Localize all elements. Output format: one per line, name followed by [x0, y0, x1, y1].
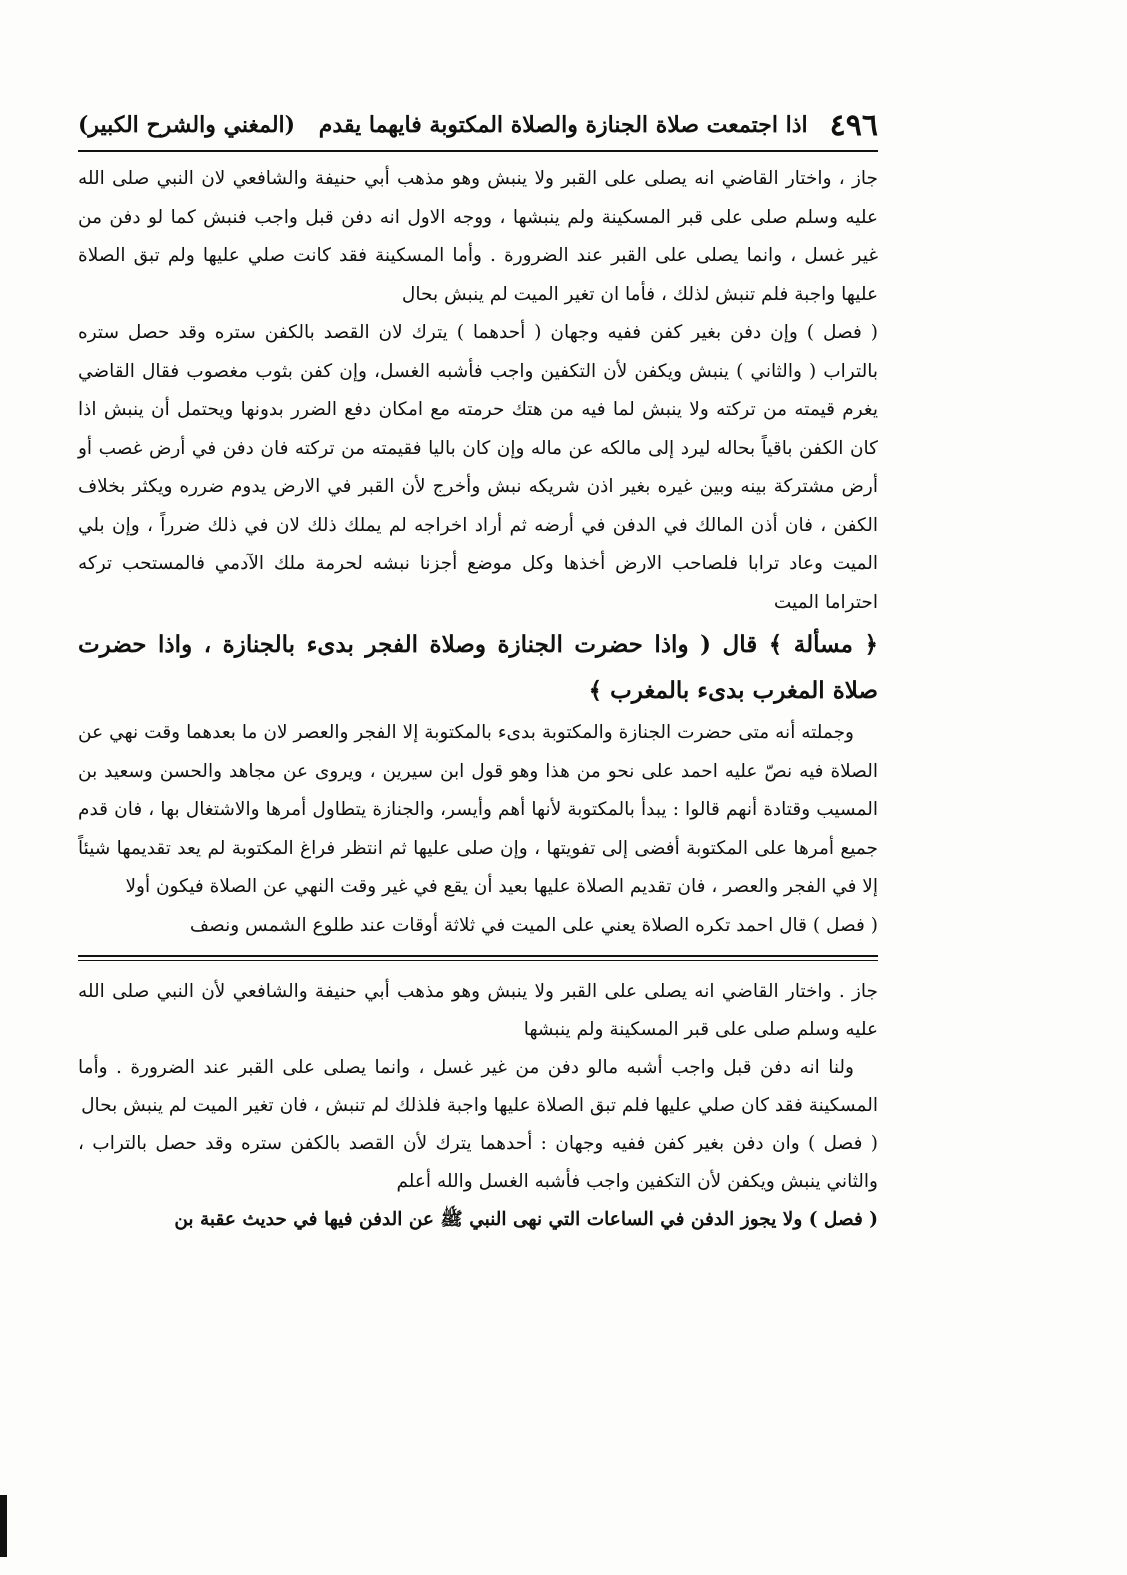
- divider-line-thin: [78, 960, 878, 961]
- lower-text-section: [78, 973, 878, 1239]
- upper-paragraph-1: جاز ، واختار القاضي انه يصلى على القبر ولا ينبش وهو مذهب أبي حنيفة والشافعي لان النبي صلى الله عليه وسلم صلى على قبر المسكينة ولم ينبشها ، ووجه الاول انه دفن قبل واجب فنبش كما لو دفن من غير غسل ، وانما يصلى على القبر عند الضرورة . وأما المسكينة فقد كانت صلي عليها ولم تبق الصلاة عليها واجبة فلم تنبش لذلك ، فأما ان تغير الميت لم ينبش بحال: [78, 168, 878, 305]
- lower-paragraph-1: جاز . واختار القاضي انه يصلى على القبر ولا ينبش وهو مذهب أبي حنيفة والشافعي لأن النبي صلى الله عليه وسلم صلى على قبر المسكينة ولم ينبشها: [78, 981, 878, 1040]
- upper-text-section: [78, 160, 878, 945]
- upper-paragraph-2: ( فصل ) وإن دفن بغير كفن ففيه وجهان ( أحدهما ) يترك لان القصد بالكفن ستره وقد حصل ستره بالتراب ( والثاني ) ينبش ويكفن لأن التكفين واجب فأشبه الغسل، وإن كفن بثوب مغصوب فقال القاضي يغرم قيمته من تركته ولا ينبش لما فيه من هتك حرمته مع امكان دفع الضرر بدونها ويحتمل أن ينبش اذا كان الكفن باقياً بحاله ليرد إلى مالكه عن ماله وإن كان باليا فقيمته من تركته فان دفن في أرض غصب أو أرض مشتركة بينه وبين غيره بغير اذن شريكه نبش وأخرج لأن القبر في الارض يدوم ضرره ويكثر بخلاف الكفن ، فان أذن المالك في الدفن في أرضه ثم أراد اخراجه لم يملك ذلك لان في ذلك ضرراً ، وإن بلي الميت وعاد ترابا فلصاحب الارض أخذها وكل موضع أجزنا نبشه لحرمة ملك الآدمي فالمستحب تركه احتراما الميت: [78, 322, 878, 613]
- upper-paragraph-3: وجملته أنه متى حضرت الجنازة والمكتوبة بدىء بالمكتوبة إلا الفجر والعصر لان ما بعدهما وقت نهي عن الصلاة فيه نصّ عليه احمد على نحو من هذا وهو قول ابن سيرين ، ويروى عن مجاهد والحسن وسعيد بن المسيب وقتادة أنهم قالوا : يبدأ بالمكتوبة لأنها أهم وأيسر، والجنازة يتطاول أمرها والاشتغال بها ، فان قدم جميع أمرها على المكتوبة أفضى إلى تفويتها ، وإن صلى عليها ثم انتظر فراغ المكتوبة لم يعد تقديمها شيئاً إلا في الفجر والعصر ، فان تقديم الصلاة عليها بعيد أن يقع في غير وقت النهي عن الصلاة فيكون أولا: [78, 722, 878, 897]
- book-title: (المغني والشرح الكبير): [78, 112, 296, 138]
- page-header: [78, 100, 878, 152]
- section-divider: [78, 955, 878, 961]
- scan-edge-mark: [0, 1495, 7, 1557]
- masala-heading: ﴿ مسألة ﴾ قال ( واذا حضرت الجنازة وصلاة الفجر بدىء بالجنازة ، واذا حضرت صلاة المغرب بدىء بالمغرب ﴾: [78, 631, 878, 704]
- upper-paragraph-4: ( فصل ) قال احمد تكره الصلاة يعني على الميت في ثلاثة أوقات عند طلوع الشمس ونصف: [189, 914, 878, 936]
- running-title: اذا اجتمعت صلاة الجنازة والصلاة المكتوبة فايهما يقدم: [318, 112, 808, 138]
- lower-paragraph-3: ( فصل ) وان دفن بغير كفن ففيه وجهان : أحدهما يترك لأن القصد بالكفن ستره وقد حصل بالتراب ، والثاني ينبش ويكفن لأن التكفين واجب فأشبه الغسل والله أعلم: [78, 1133, 878, 1192]
- divider-line-thick: [78, 955, 878, 957]
- page: [78, 100, 878, 1239]
- page-number: ٤٩٦: [829, 107, 878, 143]
- lower-paragraph-4: ( فصل ) ولا يجوز الدفن في الساعات التي نهى النبي ﷺ عن الدفن فيها في حديث عقبة بن: [174, 1209, 878, 1230]
- lower-paragraph-2: ولنا انه دفن قبل واجب أشبه مالو دفن من غير غسل ، وانما يصلى على القبر عند الضرورة . وأما المسكينة فقد كان صلي عليها فلم تبق الصلاة عليها واجبة فلذلك لم تنبش ، فان تغير الميت لم ينبش بحال: [78, 1057, 878, 1116]
